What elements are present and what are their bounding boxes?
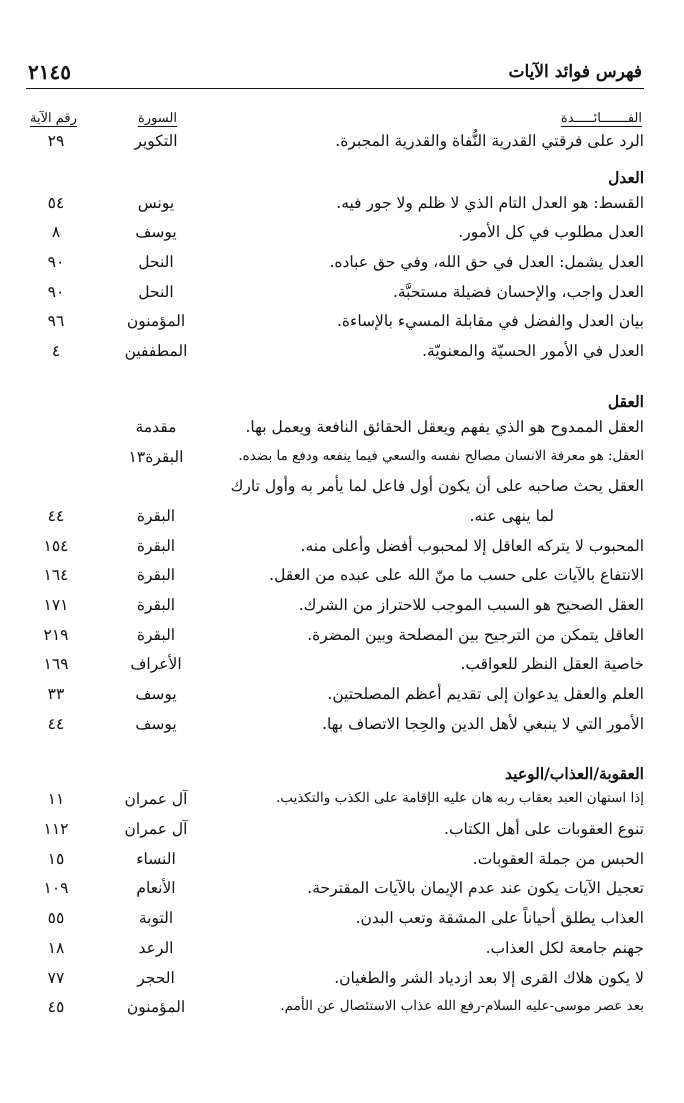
- entry-text: العلم والعقل يدعوان إلى تقديم أعظم المصلحتين.: [327, 685, 644, 703]
- entry-text: العقل يحث صاحبه على أن يكون أول فاعل لما يأمر به وأول تارك: [230, 477, 644, 496]
- table-row: [26, 993, 644, 1023]
- entry-ayah: ١١: [47, 790, 65, 809]
- table-row: [26, 904, 644, 934]
- entry-surah: البقرة: [136, 625, 176, 644]
- entry-text: خاصية العقل النظر للعواقب.: [460, 655, 644, 674]
- table-row: [26, 934, 644, 964]
- entry-text: لما ينهى عنه.: [469, 506, 554, 525]
- entry-surah: النساء: [136, 849, 176, 868]
- entry-surah: البقرة: [136, 566, 176, 585]
- table-row: [26, 189, 644, 219]
- table-row: [26, 621, 644, 651]
- entry-surah: يوسف: [135, 714, 177, 733]
- table-row: [26, 472, 644, 502]
- entry-ayah: ١٨: [47, 938, 65, 957]
- table-row: [26, 964, 644, 994]
- entry-ayah: ٧٧: [47, 968, 65, 987]
- entry-text: بعد عصر موسى-عليه السلام-رفع الله عذاب الاستئصال عن الأمم.: [280, 998, 644, 1015]
- entry-surah: الحجر: [137, 968, 175, 987]
- table-row: [26, 710, 644, 740]
- entry-ayah: ١٥: [47, 849, 65, 868]
- entry-ayah: ٩٠: [47, 253, 65, 272]
- entry-surah: الأنعام: [136, 879, 176, 898]
- entry-ayah: ١٥٤: [43, 536, 69, 555]
- entry-surah: البقرة: [136, 506, 176, 525]
- entry-ayah: ٣٣: [47, 685, 65, 703]
- entry-surah: التوبة: [138, 909, 174, 928]
- entry-ayah: ١٦٩: [43, 655, 69, 674]
- table-row: [26, 127, 644, 157]
- column-headers: [26, 89, 644, 127]
- entry-text: العذاب يطلق أحياناً على المشقة وتعب البدن.: [355, 909, 644, 928]
- section-heading-text: العدل: [608, 167, 644, 187]
- entry-ayah: ٤: [51, 342, 61, 361]
- entry-ayah: ٩٠: [47, 282, 65, 301]
- entry-ayah: ٨: [51, 223, 61, 242]
- entry-surah: مقدمة: [135, 417, 177, 436]
- table-row: [26, 845, 644, 875]
- table-row: [26, 218, 644, 248]
- entry-text: العقل الصحيح هو السبب الموجب للاحتراز من الشرك.: [298, 595, 644, 614]
- entry-ayah: ٤٤: [47, 506, 65, 525]
- entry-ayah: ٥٤: [47, 193, 65, 212]
- entry-surah: يوسف: [135, 223, 177, 242]
- table-row: [26, 650, 644, 680]
- page-number: ٢١٤٥: [28, 60, 71, 84]
- entry-text: تعجيل الآيات يكون عند عدم الإيمان بالآيات المقترحة.: [307, 879, 644, 898]
- entry-text: العاقل يتمكن من الترجيح بين المصلحة وبين المضرة.: [307, 625, 644, 644]
- entry-ayah: ٢١٩: [43, 625, 69, 644]
- entry-surah: آل عمران: [124, 790, 188, 809]
- table-row: [26, 532, 644, 562]
- entry-ayah: ١٠٩: [43, 879, 69, 898]
- column-header-faida: الفـــــــائـــــدة: [560, 111, 642, 126]
- table-row: [26, 413, 644, 443]
- index-entries: [26, 127, 644, 1023]
- entry-text: العدل واجب، والإحسان فضيلة مستحبَّة.: [392, 282, 644, 301]
- book-title: فهرس فوائد الآيات: [508, 62, 642, 82]
- entry-surah: الرعد: [138, 938, 174, 957]
- section-heading-adl: [26, 157, 644, 189]
- column-header-ayah: رقم الآية: [30, 111, 77, 126]
- section-heading-text: العقل: [607, 391, 644, 411]
- entry-text: إذا استهان العبد بعقاب ربه هان عليه الإقامة على الكذب والتكذيب.: [276, 790, 644, 807]
- table-row: [26, 337, 644, 367]
- entry-ayah: ١٧١: [43, 595, 69, 614]
- entry-surah: الأعراف: [130, 655, 182, 674]
- entry-text: المحبوب لا يتركه العاقل إلا لمحبوب أفضل وأعلى منه.: [300, 536, 644, 555]
- entry-surah: يونس: [137, 193, 175, 212]
- table-row: [26, 785, 644, 815]
- entry-text: العقل الممدوح هو الذي يفهم ويعقل الحقائق النافعة ويعمل بها.: [245, 417, 644, 436]
- entry-ayah: ٩٦: [47, 312, 65, 331]
- entry-text: العقل: هو معرفة الانسان مصالح نفسه والسعي فيما ينفعه ودفع ما بضده.: [238, 447, 644, 464]
- section-gap: [26, 367, 644, 381]
- entry-ayah: ٥٥: [47, 909, 65, 928]
- table-row: [26, 591, 644, 621]
- table-row: [26, 815, 644, 845]
- entry-surah: المؤمنون: [126, 998, 186, 1017]
- entry-text: العدل مطلوب في كل الأمور.: [458, 223, 644, 242]
- entry-surah: آل عمران: [124, 820, 188, 839]
- entry-ayah: ٤٤: [47, 714, 65, 733]
- entry-ayah: ٤٥: [47, 998, 65, 1017]
- entry-surah: المطففين: [124, 342, 188, 361]
- entry-text: الأمور التي لا ينبغي لأهل الدين والحِجا الاتصاف بها.: [322, 714, 644, 733]
- section-heading-uquba: [26, 753, 644, 785]
- entry-text: الحبس من جملة العقوبات.: [472, 849, 644, 868]
- table-row: [26, 561, 644, 591]
- entry-ayah: ١١٢: [43, 820, 69, 839]
- entry-text: بيان العدل والفضل في مقابلة المسيء بالإساءة.: [337, 312, 644, 331]
- table-row: [26, 278, 644, 308]
- table-row: [26, 443, 644, 473]
- entry-surah: النحل: [138, 282, 174, 301]
- column-header-surah: السورة: [138, 111, 177, 126]
- entry-text: جهنم جامعة لكل العذاب.: [485, 938, 644, 957]
- entry-surah: النحل: [138, 253, 174, 272]
- table-row: [26, 248, 644, 278]
- entry-text: الانتفاع بالآيات على حسب ما منّ الله على عبده من العقل.: [269, 566, 644, 585]
- entry-surah: البقرة١٣: [128, 447, 184, 466]
- entry-surah: التكوير: [134, 132, 178, 150]
- entry-text: العدل يشمل: العدل في حق الله، وفي حق عباده.: [329, 253, 644, 272]
- entry-ayah: ١٦٤: [43, 566, 69, 585]
- entry-text: تنوع العقوبات على أهل الكتاب.: [444, 820, 644, 839]
- running-head: [26, 58, 644, 89]
- entry-surah: يوسف: [135, 685, 177, 703]
- entry-surah: البقرة: [136, 536, 176, 555]
- entry-ayah: ٢٩: [47, 132, 65, 150]
- section-heading-text: العقوبة/العذاب/الوعيد: [505, 764, 644, 784]
- entry-text: لا يكون هلاك القرى إلا بعد ازدياد الشر والطغيان.: [334, 968, 644, 987]
- index-page: [26, 58, 644, 1023]
- section-gap: [26, 739, 644, 753]
- section-heading-aql: [26, 381, 644, 413]
- entry-text: الرد على فرقتي القدرية النُّفاة والقدرية المجبرة.: [335, 132, 644, 150]
- table-row: [26, 874, 644, 904]
- table-row: [26, 680, 644, 710]
- entry-surah: المؤمنون: [126, 312, 186, 331]
- entry-text: القسط: هو العدل التام الذي لا ظلم ولا جور فيه.: [336, 193, 644, 212]
- entry-surah: البقرة: [136, 595, 176, 614]
- table-row: [26, 307, 644, 337]
- table-row: [26, 502, 644, 532]
- entry-text: العدل في الأمور الحسيّة والمعنويّة.: [422, 342, 644, 361]
